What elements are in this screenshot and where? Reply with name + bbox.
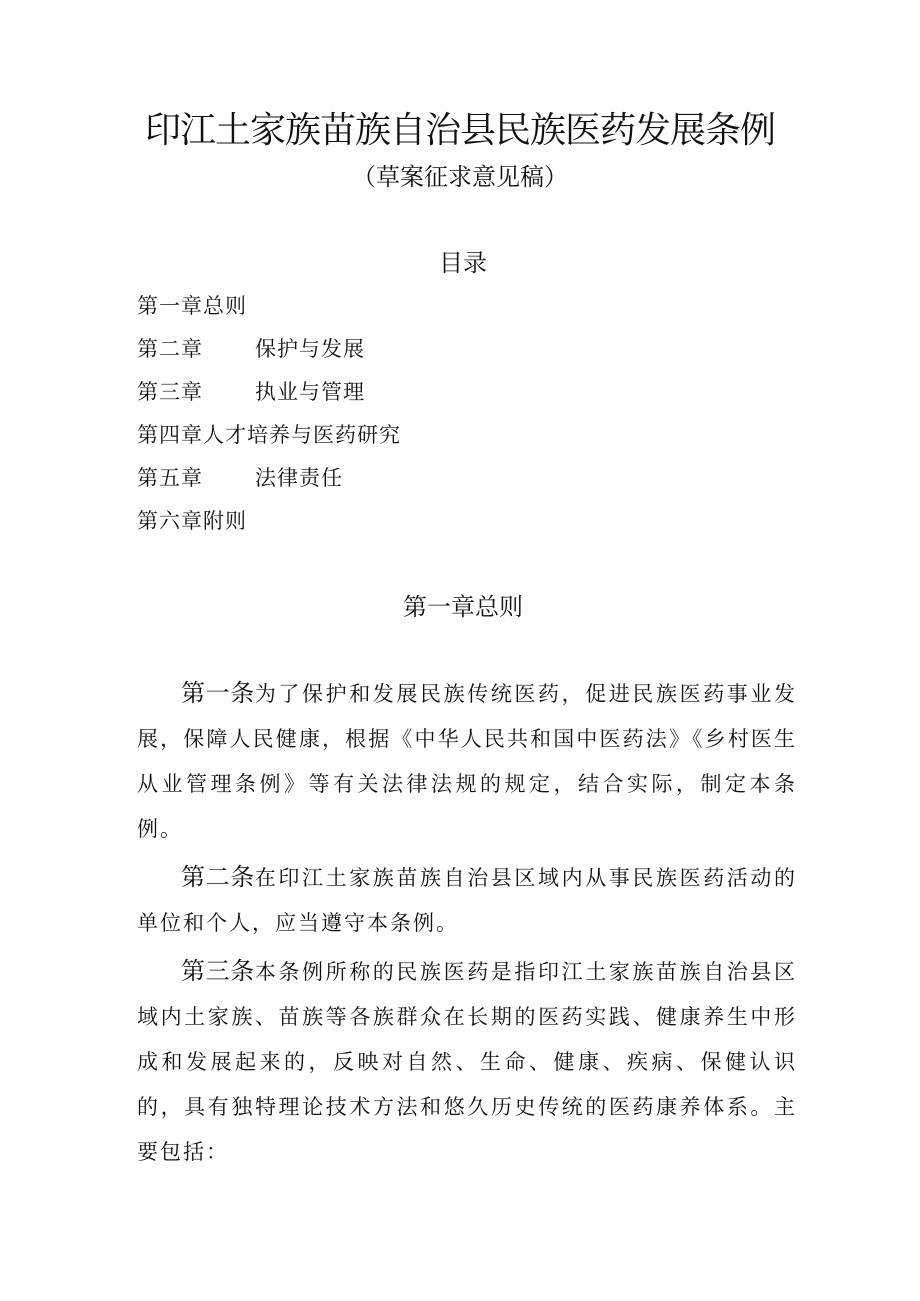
toc-item-number: 第五章 — [137, 466, 203, 490]
article-number: 第三条 — [181, 957, 255, 985]
toc-heading: 目录 — [439, 249, 487, 277]
table-of-contents — [137, 290, 401, 548]
article-number: 第二条 — [181, 863, 255, 891]
chapter-heading: 第一章总则 — [403, 593, 523, 621]
toc-item-number: 第一章 — [137, 294, 203, 318]
toc-item-title: 法律责任 — [255, 466, 343, 490]
article-2 — [137, 855, 797, 946]
article-number: 第一条 — [181, 679, 255, 707]
toc-item-title: 执业与管理 — [255, 380, 365, 404]
toc-item-title: 保护与发展 — [255, 337, 365, 361]
toc-item-title: 附则 — [203, 509, 247, 533]
toc-item-title: 总则 — [203, 294, 247, 318]
toc-item-number: 第三章 — [137, 380, 203, 404]
toc-item-number: 第四章 — [137, 423, 203, 447]
document-subtitle: （草案征求意见稿） — [352, 163, 568, 191]
toc-item-chapter-1[interactable] — [137, 290, 401, 333]
toc-item-chapter-6[interactable] — [137, 505, 401, 548]
toc-item-chapter-5[interactable] — [137, 462, 401, 505]
toc-item-chapter-2[interactable] — [137, 333, 401, 376]
document-title: 印江土家族苗族自治县民族医药发展条例 — [144, 110, 775, 151]
toc-item-chapter-4[interactable] — [137, 419, 401, 462]
toc-item-number: 第二章 — [137, 337, 203, 361]
chapter-body — [137, 671, 797, 1178]
article-text: 在印江土家族苗族自治县区域内从事民族医药活动的单位和个人，应当遵守本条例。 — [137, 866, 798, 935]
article-3 — [137, 949, 797, 1175]
toc-item-number: 第六章 — [137, 509, 203, 533]
article-text: 本条例所称的民族医药是指印江土家族苗族自治县区域内土家族、苗族等各族群众在长期的医药实践、健康养生中形成和发展起来的，反映对自然、生命、健康、疾病、保健认识的，具有独特理论技术方法和悠久历史传统的医药康养体系。主要包括： — [137, 960, 798, 1164]
toc-item-chapter-3[interactable] — [137, 376, 401, 419]
article-1 — [137, 671, 797, 852]
article-text: 为了保护和发展民族传统医药，促进民族医药事业发展，保障人民健康，根据《中华人民共和国中医药法》《乡村医生从业管理条例》等有关法律法规的规定，结合实际，制定本条例。 — [137, 682, 798, 841]
toc-item-title: 人才培养与医药研究 — [203, 423, 401, 447]
